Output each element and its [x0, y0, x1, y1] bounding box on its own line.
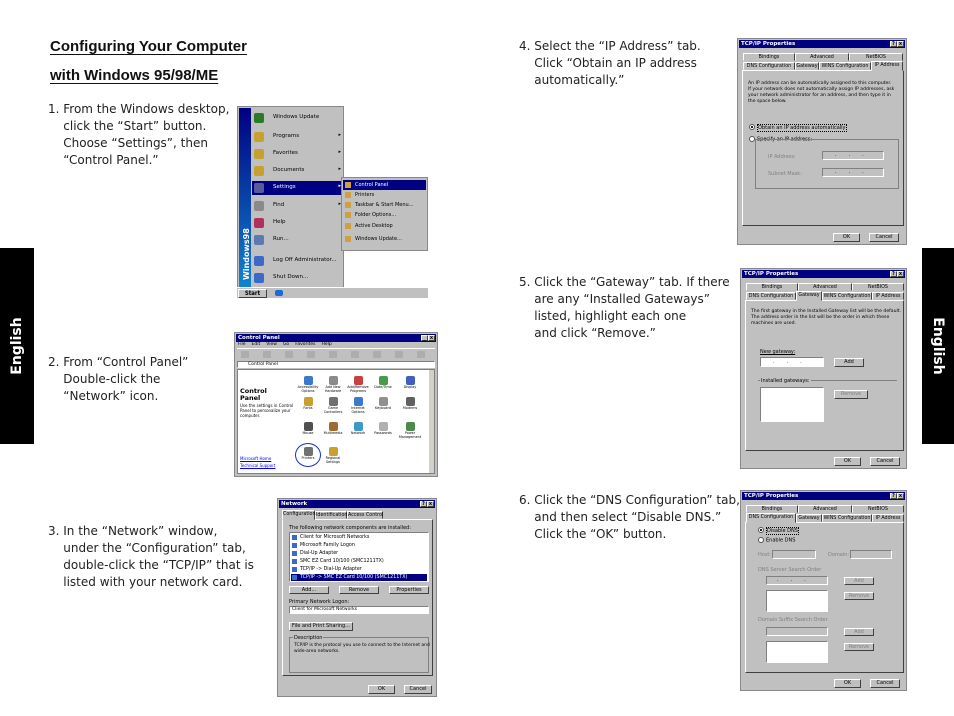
settings-submenu-label: Taskbar & Start Menu...	[355, 202, 414, 208]
remove-suffix-button[interactable]: Remove	[844, 643, 874, 651]
applet-icon	[304, 422, 313, 431]
description-group	[289, 637, 429, 673]
help-button[interactable]: ?	[890, 41, 897, 47]
component-item[interactable]	[291, 566, 427, 573]
start-menu-item[interactable]	[252, 254, 343, 268]
specify-ip-label: Specify an IP address:	[757, 136, 813, 143]
applet-icon	[354, 422, 363, 431]
step-4-text: 4. Select the “IP Address” tab. Click “Obtain an IP address automatically.”	[519, 39, 701, 87]
microsoft-home-link[interactable]: Microsoft Home	[240, 456, 272, 461]
tcpip-titlebar	[742, 492, 905, 500]
start-menu-item-label: Shut Down...	[273, 274, 309, 280]
tab-advanced[interactable]: Advanced	[798, 283, 852, 291]
tab-identification[interactable]: Identification	[316, 513, 348, 518]
applet-icon	[406, 376, 415, 385]
menu-item-icon	[254, 166, 264, 176]
step-3-text: 3. In the “Network” window, under the “Configuration” tab, double-click the “TCP/IP” that is listed with your network card.	[48, 524, 254, 589]
tcpip-titlebar	[742, 270, 905, 278]
ip-dots: ...	[835, 152, 876, 158]
remove-button[interactable]: Remove	[339, 586, 379, 594]
control-panel-icon-label: Date/Time	[374, 385, 392, 389]
tab-access-control[interactable]: Access Control	[348, 513, 384, 518]
subnet-mask-label: Subnet Mask:	[768, 171, 802, 177]
side-tab-left	[0, 248, 34, 444]
tab-ip-address[interactable]: IP Address	[872, 292, 904, 300]
control-panel-title: Control Panel	[238, 335, 280, 341]
enable-dns-label: Enable DNS	[766, 537, 796, 544]
start-menu-item[interactable]	[252, 199, 343, 213]
applet-icon	[379, 376, 388, 385]
new-gateway-input[interactable]	[760, 357, 824, 367]
start-menu-item[interactable]	[252, 271, 343, 285]
side-tab-left-label: English	[9, 317, 25, 375]
ip-explanation: An IP address can be automatically assigned to this computer. If your network does not automatically assign IP addresses, ask your network administrator for an address, and then type it in the space below.	[748, 81, 895, 104]
component-label: Client for Microsoft Networks	[300, 535, 370, 540]
settings-submenu-label: Active Desktop	[355, 223, 393, 229]
menu-item-icon	[254, 256, 264, 266]
close-button[interactable]: x	[898, 271, 903, 277]
applet-icon	[304, 397, 313, 406]
new-gateway-label: New gateway:	[760, 349, 796, 355]
primary-logon-select[interactable]	[289, 606, 429, 614]
applet-icon	[354, 376, 363, 385]
control-panel-icon[interactable]	[321, 422, 345, 442]
applet-icon	[329, 397, 338, 406]
start-menu-item-label: Windows Update	[273, 114, 320, 120]
tab-advanced[interactable]: Advanced	[798, 505, 852, 513]
control-panel-icon-label: Multimedia	[323, 431, 343, 435]
control-panel-icon[interactable]	[296, 397, 320, 417]
step-6-text: 6. Click the “DNS Configuration” tab, and then select “Disable DNS.” Click the “OK” button.	[519, 493, 740, 541]
control-panel-icon[interactable]	[296, 376, 320, 396]
start-button[interactable]: Start	[238, 289, 267, 298]
step-2-text: 2. From “Control Panel” Double-click the “Network” icon.	[48, 355, 189, 403]
start-menu-banner	[239, 108, 251, 287]
close-button[interactable]: x	[898, 41, 903, 47]
host-label: Host:	[758, 552, 772, 558]
start-menu-item[interactable]	[252, 111, 343, 125]
domain-input[interactable]	[850, 550, 892, 559]
suffix-order-label: Domain Suffix Search Order	[758, 617, 828, 623]
start-menu-item-label: Help	[273, 219, 286, 225]
applet-icon	[329, 422, 338, 431]
components-label: The following network components are installed:	[289, 525, 411, 531]
tab-bindings[interactable]: Bindings	[743, 53, 795, 61]
submenu-item-icon	[345, 182, 351, 188]
menu-item-icon	[254, 218, 264, 228]
menu-item-icon	[254, 235, 264, 245]
chevron-right-icon: ▸	[338, 149, 341, 155]
control-panel-body	[237, 369, 435, 474]
component-icon	[292, 551, 297, 556]
tab-ip-address[interactable]: IP Address	[872, 514, 904, 522]
control-panel-icon[interactable]	[321, 376, 345, 396]
subnet-mask-input[interactable]	[822, 168, 884, 177]
start-menu-item[interactable]	[252, 181, 343, 195]
help-button[interactable]: ?	[420, 501, 427, 507]
ip-address-input[interactable]	[822, 151, 884, 160]
tab-bindings[interactable]: Bindings	[746, 283, 798, 291]
chevron-right-icon: ▸	[338, 183, 341, 189]
obtain-ip-radio-dot	[749, 124, 755, 130]
control-panel-icon-label: Modems	[402, 406, 418, 410]
tab-wins-configuration[interactable]: WINS Configuration	[819, 62, 871, 70]
os-banner-label: Windows98	[242, 228, 251, 280]
dns-order-label: DNS Server Search Order	[758, 567, 822, 573]
start-menu-item-label: Log Off Administrator...	[273, 257, 337, 263]
side-tab-right-label: English	[930, 317, 946, 375]
help-button[interactable]: ?	[890, 271, 897, 277]
installed-gateways-label: Installed gateways:	[761, 378, 810, 384]
applet-icon	[329, 376, 338, 385]
control-panel-titlebar	[236, 334, 436, 342]
cancel-button[interactable]: Cancel	[870, 457, 900, 466]
ip-address-label: IP Address:	[768, 154, 796, 160]
ok-button[interactable]: OK	[834, 679, 861, 688]
add-button[interactable]: Add...	[289, 586, 329, 594]
close-button[interactable]: x	[428, 501, 433, 507]
menu-item[interactable]: Help	[321, 342, 332, 347]
menu-item-icon	[254, 273, 264, 283]
description-text: TCP/IP is the protocol you use to connect to the Internet and wide-area networks.	[294, 643, 430, 654]
dns-server-list[interactable]	[766, 590, 828, 612]
submenu-item-icon	[345, 202, 351, 208]
specify-ip-group	[755, 136, 899, 189]
control-panel-window	[234, 332, 438, 477]
network-title: Network	[281, 501, 308, 507]
tcpip-ip-address-dialog	[737, 38, 907, 245]
component-label: Dial-Up Adapter	[300, 551, 339, 556]
control-panel-icon-label: Accessibility Options	[297, 385, 319, 393]
control-panel-icon-label: Regional Settings	[325, 456, 341, 464]
tab-dns-configuration[interactable]: DNS Configuration	[746, 292, 796, 300]
settings-submenu-label: Windows Update...	[355, 236, 402, 242]
ok-button[interactable]: OK	[368, 685, 395, 694]
primary-logon-label: Primary Network Logon:	[289, 599, 350, 605]
component-item[interactable]	[291, 534, 427, 541]
tab-wins-configuration[interactable]: WINS Configuration	[823, 516, 871, 521]
component-item[interactable]	[291, 542, 427, 549]
menu-item[interactable]: Edit	[251, 342, 261, 347]
start-menu	[237, 106, 344, 288]
ok-button[interactable]: OK	[834, 457, 861, 466]
control-panel-icon[interactable]	[346, 376, 370, 396]
tcpip-title: TCP/IP Properties	[744, 493, 799, 499]
components-list[interactable]	[289, 532, 429, 582]
submenu-item-icon	[345, 236, 351, 242]
control-panel-icon-label: Game Controllers	[323, 406, 343, 414]
tab-configuration[interactable]: Configuration	[282, 510, 315, 520]
component-icon	[292, 559, 297, 564]
component-icon	[292, 567, 297, 572]
control-panel-icon[interactable]	[398, 376, 422, 396]
configuration-panel	[282, 519, 433, 676]
taskbar	[237, 287, 428, 298]
control-panel-icon-label: Keyboard	[375, 406, 391, 410]
applet-icon	[406, 397, 415, 406]
control-panel-icon[interactable]	[371, 376, 395, 396]
settings-submenu-item[interactable]	[343, 190, 426, 200]
start-menu-item[interactable]	[252, 147, 343, 161]
primary-logon-value: Client for Microsoft Networks	[292, 607, 358, 612]
settings-submenu-item[interactable]	[343, 234, 426, 244]
close-button[interactable]: x	[898, 493, 903, 499]
control-panel-icon[interactable]	[371, 397, 395, 417]
component-label: SMC EZ Card 10/100 (SMC1211TX)	[300, 559, 384, 564]
remove-gateway-button[interactable]: Remove	[834, 390, 868, 399]
host-input[interactable]	[772, 550, 816, 559]
tcpip-gateway-dialog	[740, 268, 907, 469]
start-menu-item-label: Settings	[273, 184, 296, 190]
applet-icon	[406, 422, 415, 431]
tab-dns-configuration[interactable]: DNS Configuration	[743, 62, 795, 70]
tab-netbios[interactable]: NetBIOS	[849, 53, 903, 61]
control-panel-icon[interactable]	[371, 422, 395, 442]
settings-submenu-item[interactable]	[343, 200, 426, 210]
control-panel-icon-label: Printers	[301, 456, 315, 460]
network-titlebar	[279, 500, 435, 508]
add-suffix-button[interactable]: Add	[844, 628, 874, 636]
start-menu-screenshot	[237, 104, 428, 298]
network-dialog	[277, 498, 437, 697]
cancel-button[interactable]: Cancel	[404, 685, 432, 694]
tab-wins-configuration[interactable]: WINS Configuration	[823, 294, 871, 299]
disable-dns-radio-dot	[758, 527, 764, 533]
component-label: Microsoft Family Logon	[300, 543, 355, 548]
toolbar-icons	[241, 351, 431, 358]
help-button[interactable]: ?	[890, 493, 897, 499]
component-icon	[292, 575, 297, 580]
control-panel-toolbar	[237, 348, 435, 362]
settings-submenu	[341, 177, 428, 251]
suffix-list[interactable]	[766, 641, 828, 663]
settings-submenu-label: Printers	[355, 192, 375, 198]
submenu-item-icon	[345, 223, 351, 229]
start-menu-item[interactable]	[252, 233, 343, 247]
applet-icon	[354, 397, 363, 406]
close-button[interactable]: x	[429, 335, 434, 341]
component-item[interactable]	[291, 574, 427, 581]
obtain-ip-label: Obtain an IP address automatically	[758, 124, 846, 131]
tcpip-title: TCP/IP Properties	[741, 41, 796, 47]
step-5-text: 5. Click the “Gateway” tab. If there are any “Installed Gateways” listed, highlight each one and click “Remove.”	[519, 275, 730, 340]
enable-dns-radio[interactable]	[758, 537, 795, 544]
tcpip-titlebar	[739, 40, 905, 48]
minimize-button[interactable]: _	[421, 335, 428, 341]
control-panel-icon[interactable]	[346, 422, 370, 442]
settings-submenu-item[interactable]	[343, 180, 426, 190]
control-panel-icon[interactable]	[296, 422, 320, 442]
page-heading-line2: with Windows 95/98/ME	[50, 67, 219, 84]
control-panel-side-text: Use the settings in Control Panel to personalize your computer.	[240, 403, 294, 418]
component-icon	[292, 543, 297, 548]
tab-gateway[interactable]: Gateway	[796, 64, 818, 69]
cancel-button[interactable]: Cancel	[869, 233, 899, 242]
control-panel-icon-label: Add/Remove Programs	[347, 385, 369, 393]
technical-support-link[interactable]: Technical Support	[240, 463, 276, 468]
submenu-item-icon	[345, 212, 351, 218]
tab-gateway[interactable]: Gateway	[796, 291, 822, 301]
suffix-input[interactable]	[766, 627, 828, 636]
chevron-right-icon: ▸	[338, 166, 341, 172]
page-heading-line1: Configuring Your Computer	[50, 38, 247, 55]
tab-netbios[interactable]: NetBIOS	[852, 283, 904, 291]
gateway-panel	[745, 300, 904, 451]
start-menu-item-label: Run...	[273, 236, 289, 242]
file-print-sharing-button[interactable]: File and Print Sharing...	[289, 622, 353, 631]
menu-item[interactable]: Go	[282, 342, 290, 347]
start-menu-item-label: Find	[273, 202, 285, 208]
menu-item-icon	[254, 183, 264, 193]
side-tab-right	[922, 248, 954, 444]
tab-gateway[interactable]: Gateway	[796, 514, 822, 522]
start-menu-item[interactable]	[252, 216, 343, 230]
tab-advanced[interactable]: Advanced	[795, 53, 849, 61]
control-panel-icon-label: Passwords	[374, 431, 392, 435]
menu-item[interactable]: View	[266, 342, 277, 347]
control-panel-icon-label: Add New Hardware	[324, 385, 342, 393]
settings-submenu-label: Control Panel	[355, 182, 389, 188]
description-label: Description	[294, 635, 323, 641]
mask-dots: ...	[835, 169, 876, 175]
add-dns-button[interactable]: Add	[844, 577, 874, 585]
control-panel-icon-label: Mouse	[302, 431, 314, 435]
menu-item-icon	[254, 113, 264, 123]
remove-dns-button[interactable]: Remove	[844, 592, 874, 600]
control-panel-icon-label: Power Management	[398, 431, 422, 439]
component-label: TCP/IP -> Dial-Up Adapter	[300, 567, 362, 572]
settings-submenu-item[interactable]	[343, 210, 426, 220]
ok-button[interactable]: OK	[833, 233, 860, 242]
domain-label: Domain:	[828, 552, 850, 558]
settings-submenu-label: Folder Options...	[355, 212, 397, 218]
dns-server-input[interactable]	[766, 576, 828, 585]
start-menu-item-label: Documents	[273, 167, 305, 173]
tab-ip-address[interactable]: IP Address	[871, 61, 903, 71]
tcpip-title: TCP/IP Properties	[744, 271, 799, 277]
applet-icon	[329, 447, 338, 456]
start-menu-item[interactable]	[252, 164, 343, 178]
start-menu-item-label: Favorites	[273, 150, 298, 156]
vertical-scrollbar[interactable]	[429, 370, 434, 473]
menu-item-icon	[254, 132, 264, 142]
control-panel-icon-label: Fonts	[303, 406, 313, 410]
obtain-ip-radio[interactable]	[749, 124, 847, 131]
gw-dots: ...	[773, 359, 814, 365]
control-panel-icon[interactable]	[398, 397, 422, 417]
component-icon	[292, 535, 297, 540]
settings-submenu-item[interactable]	[343, 221, 426, 231]
control-panel-icon[interactable]	[321, 447, 345, 467]
control-panel-side-title: Control Panel	[240, 387, 267, 402]
component-item[interactable]	[291, 558, 427, 565]
tab-netbios[interactable]: NetBIOS	[852, 505, 904, 513]
menu-item[interactable]: File	[238, 342, 246, 347]
menu-item-icon	[254, 149, 264, 159]
ip-address-panel	[742, 70, 904, 226]
menu-item[interactable]: Favorites	[295, 342, 316, 347]
step-1-text: 1. From the Windows desktop, click the “Start” button. Choose “Settings”, then “Control Panel.”	[48, 102, 230, 167]
control-panel-icon-label: Display	[403, 385, 417, 389]
gateway-explanation: The first gateway in the Installed Gateway list will be the default. The address order in the list will be the order in which these machines are used.	[751, 309, 902, 326]
tab-dns-configuration[interactable]: DNS Configuration	[746, 513, 796, 523]
applet-icon	[304, 376, 313, 385]
menu-item-icon	[254, 201, 264, 211]
cancel-button[interactable]: Cancel	[870, 679, 900, 688]
tcpip-dns-dialog	[740, 490, 907, 691]
dns-dots: ...	[777, 577, 818, 583]
disable-dns-radio[interactable]	[758, 527, 799, 534]
component-label: TCP/IP -> SMC EZ Card 10/100 (SMC1211TX)	[300, 575, 408, 580]
properties-button[interactable]: Properties	[389, 586, 429, 594]
disable-dns-label: Disable DNS	[767, 527, 798, 534]
network-highlight-circle	[295, 443, 321, 467]
chevron-right-icon: ▸	[338, 201, 341, 207]
component-item[interactable]	[291, 550, 427, 557]
installed-gateways-list[interactable]	[760, 387, 824, 422]
dns-panel	[745, 522, 904, 673]
tab-bindings[interactable]: Bindings	[746, 505, 798, 513]
start-menu-item-label: Programs	[273, 133, 300, 139]
control-panel-icon[interactable]	[398, 422, 422, 442]
enable-dns-radio-dot	[758, 537, 764, 543]
control-panel-icon[interactable]	[346, 397, 370, 417]
add-gateway-button[interactable]: Add	[834, 358, 864, 367]
ie-icon[interactable]	[275, 290, 283, 296]
control-panel-icon[interactable]	[321, 397, 345, 417]
control-panel-icon-label: Internet Options	[351, 406, 365, 414]
applet-icon	[379, 422, 388, 431]
address-field[interactable]: Control Panel	[237, 361, 435, 368]
control-panel-icon-label: Network	[350, 431, 366, 435]
start-menu-item[interactable]	[252, 130, 343, 144]
submenu-item-icon	[345, 192, 351, 198]
chevron-right-icon: ▸	[338, 132, 341, 138]
applet-icon	[379, 397, 388, 406]
